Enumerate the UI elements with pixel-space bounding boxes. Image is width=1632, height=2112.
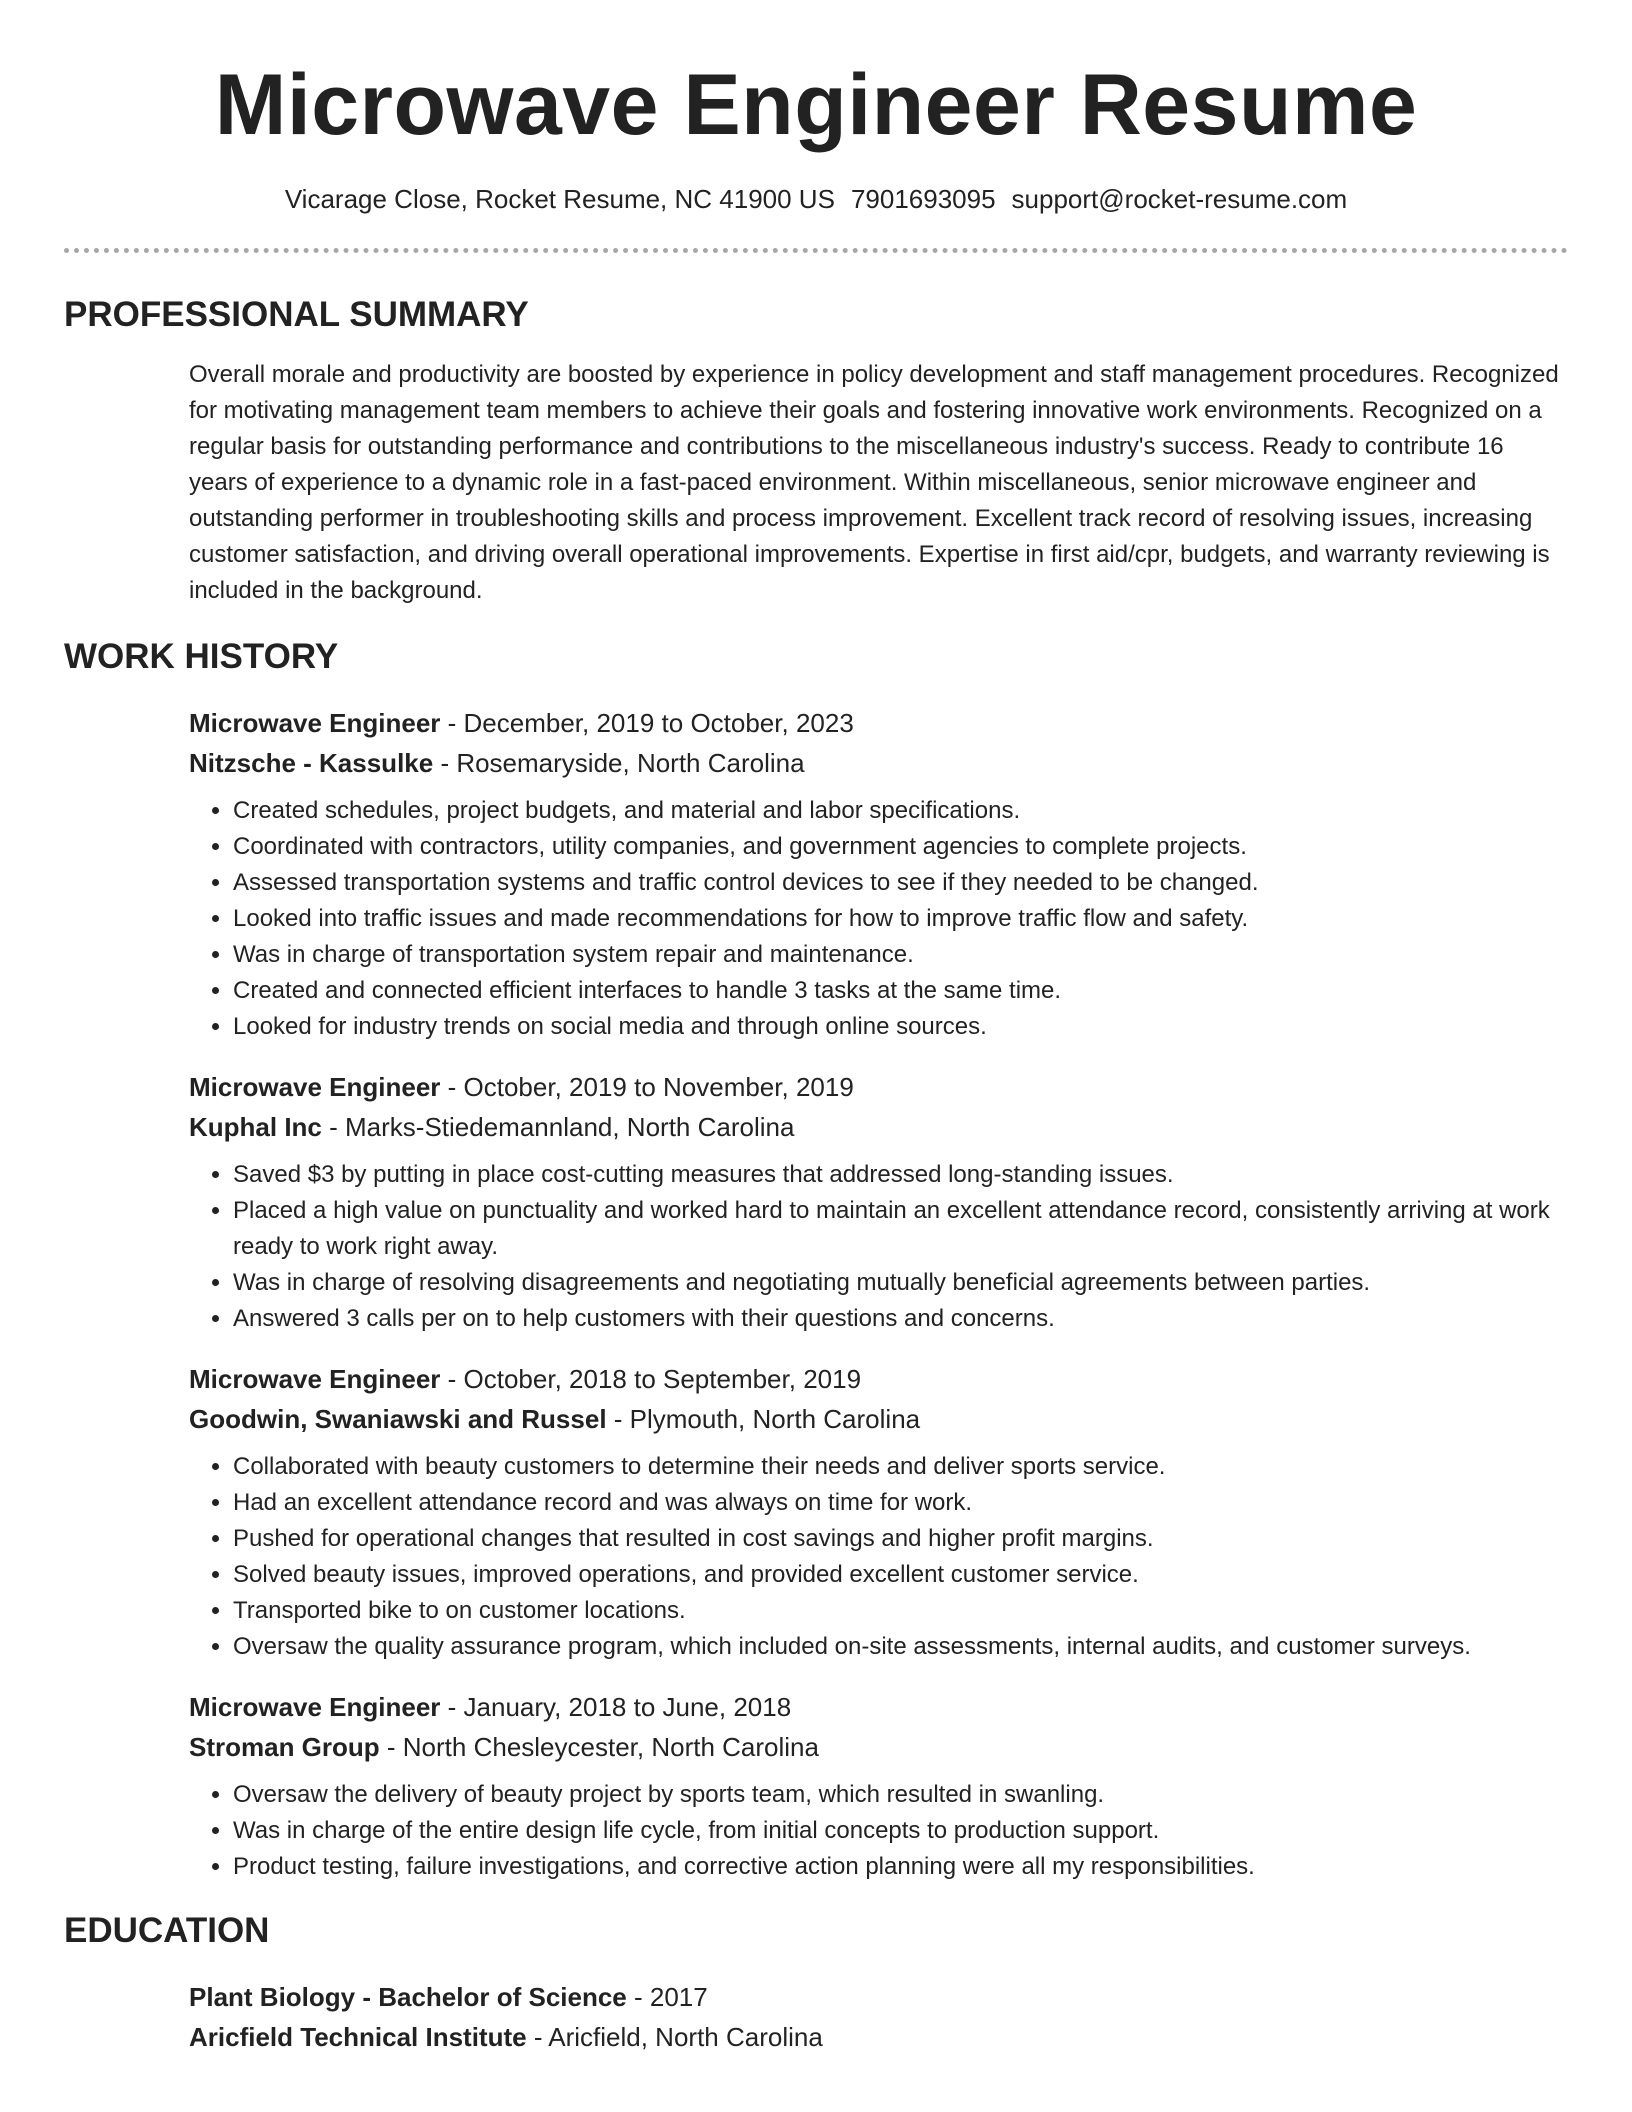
- job-bullet-list: [189, 1777, 1568, 1885]
- resume-title: Microwave Engineer Resume: [214, 57, 1418, 153]
- job-bullet: • Was in charge of transportation system repair and maintenance.: [233, 937, 1568, 973]
- job-title: Microwave Engineer: [189, 1364, 441, 1394]
- job-bullet: • Product testing, failure investigations, and corrective action planning were all my responsibilities.: [233, 1849, 1568, 1885]
- job-bullet: • Looked for industry trends on social media and through online sources.: [233, 1009, 1568, 1045]
- job-company: Stroman Group: [189, 1732, 380, 1762]
- job-bullet: • Oversaw the delivery of beauty project by sports team, which resulted in swanling.: [233, 1777, 1568, 1813]
- job-company: Nitzsche - Kassulke: [189, 748, 434, 778]
- education-section: [64, 1977, 1568, 2057]
- contact-email: support@rocket-resume.com: [1011, 184, 1348, 214]
- job-bullet: • Saved $3 by putting in place cost-cutting measures that addressed long-standing issues.: [233, 1157, 1568, 1193]
- job-title-line: [189, 1067, 1568, 1107]
- header-divider: [64, 248, 1568, 253]
- job-bullet: • Pushed for operational changes that resulted in cost savings and higher profit margins.: [233, 1521, 1568, 1557]
- job-title-line: [189, 1687, 1568, 1727]
- education-degree: Plant Biology - Bachelor of Science: [189, 1982, 627, 2012]
- job-entry: [189, 1687, 1568, 1885]
- education-location: - Aricfield, North Carolina: [526, 2022, 823, 2052]
- work-history-heading: WORK HISTORY: [64, 637, 339, 676]
- job-title: Microwave Engineer: [189, 1692, 441, 1722]
- job-company: Goodwin, Swaniawski and Russel: [189, 1404, 607, 1434]
- education-entry: [189, 1977, 1568, 2057]
- job-bullet: • Collaborated with beauty customers to determine their needs and deliver sports service.: [233, 1449, 1568, 1485]
- job-bullet-list: [189, 1157, 1568, 1337]
- job-entry: [189, 1359, 1568, 1665]
- job-location: - Plymouth, North Carolina: [606, 1404, 921, 1434]
- job-bullet: • Coordinated with contractors, utility companies, and government agencies to complete projects.: [233, 829, 1568, 865]
- education-degree-line: [189, 1977, 1568, 2017]
- job-dates: - December, 2019 to October, 2023: [440, 708, 854, 738]
- job-bullet-list: [189, 1449, 1568, 1665]
- job-location: - Rosemaryside, North Carolina: [433, 748, 805, 778]
- job-company-line: [189, 1107, 1568, 1147]
- job-company-line: [189, 1399, 1568, 1439]
- job-title: Microwave Engineer: [189, 1072, 441, 1102]
- job-dates: - October, 2018 to September, 2019: [440, 1364, 862, 1394]
- contact-phone: 7901693095: [850, 184, 996, 214]
- job-bullet: • Oversaw the quality assurance program, which included on-site assessments, internal audits, and customer surveys.: [233, 1629, 1568, 1665]
- job-entry: [189, 1067, 1568, 1337]
- education-year: - 2017: [626, 1982, 708, 2012]
- job-location: - North Chesleycester, North Carolina: [379, 1732, 819, 1762]
- job-bullet: • Solved beauty issues, improved operations, and provided excellent customer service.: [233, 1557, 1568, 1593]
- summary-heading: PROFESSIONAL SUMMARY: [64, 295, 529, 334]
- job-bullet: • Looked into traffic issues and made recommendations for how to improve traffic flow and safety.: [233, 901, 1568, 937]
- job-dates: - January, 2018 to June, 2018: [440, 1692, 792, 1722]
- education-school-line: [189, 2017, 1568, 2057]
- job-bullet: • Created and connected efficient interfaces to handle 3 tasks at the same time.: [233, 973, 1568, 1009]
- job-entry: [189, 703, 1568, 1045]
- job-bullet: • Was in charge of resolving disagreements and negotiating mutually beneficial agreements between parties.: [233, 1265, 1568, 1301]
- job-bullet-list: [189, 793, 1568, 1045]
- job-location: - Marks-Stiedemannland, North Carolina: [321, 1112, 795, 1142]
- education-school: Aricfield Technical Institute: [189, 2022, 527, 2052]
- job-bullet: • Had an excellent attendance record and was always on time for work.: [233, 1485, 1568, 1521]
- contact-address: Vicarage Close, Rocket Resume, NC 41900 US: [284, 184, 835, 214]
- job-title-line: [189, 1359, 1568, 1399]
- job-bullet: • Was in charge of the entire design life cycle, from initial concepts to production support.: [233, 1813, 1568, 1849]
- job-company: Kuphal Inc: [189, 1112, 322, 1142]
- summary-text: Overall morale and productivity are boosted by experience in policy development and staff management procedures. Recognized for motivating management team members to achieve their goals and fostering innovative work environments. Recognized on a regular basis for outstanding performance and contributions to the miscellaneous industry's success. Ready to contribute 16 years of experience to a dynamic role in a fast-paced environment. Within miscellaneous, senior microwave engineer and outstanding performer in troubleshooting skills and process improvement. Excellent track record of resolving issues, increasing customer satisfaction, and driving overall operational improvements. Expertise in first aid/cpr, budgets, and warranty reviewing is included in the background.: [189, 361, 1559, 604]
- summary-section: [64, 357, 1568, 609]
- contact-line: [64, 182, 1568, 216]
- job-bullet: • Assessed transportation systems and traffic control devices to see if they needed to be changed.: [233, 865, 1568, 901]
- job-bullet: • Created schedules, project budgets, and material and labor specifications.: [233, 793, 1568, 829]
- job-company-line: [189, 743, 1568, 783]
- job-dates: - October, 2019 to November, 2019: [440, 1072, 854, 1102]
- job-company-line: [189, 1727, 1568, 1767]
- education-heading: EDUCATION: [64, 1911, 270, 1950]
- job-bullet: • Answered 3 calls per on to help customers with their questions and concerns.: [233, 1301, 1568, 1337]
- job-bullet: • Placed a high value on punctuality and worked hard to maintain an excellent attendance record, consistently arriving at work ready to work right away.: [233, 1193, 1568, 1265]
- job-title-line: [189, 703, 1568, 743]
- job-title: Microwave Engineer: [189, 708, 441, 738]
- job-bullet: • Transported bike to on customer locations.: [233, 1593, 1568, 1629]
- work-history-section: [64, 703, 1568, 1885]
